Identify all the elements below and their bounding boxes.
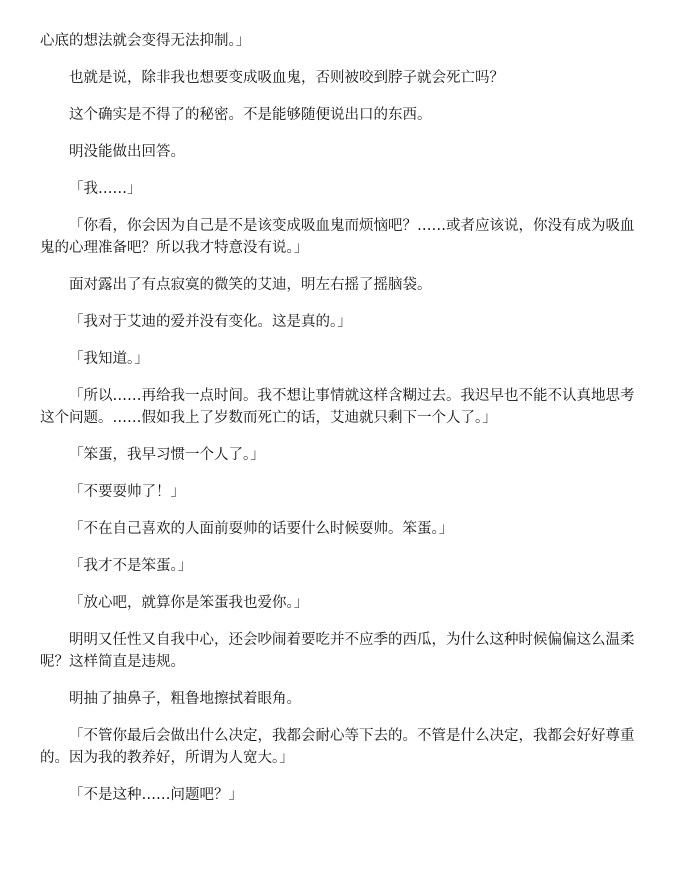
paragraph-6: 「你看，你会因为自己是不是该变成吸血鬼而烦恼吧？……或者应该说，你没有成为吸血鬼的心理准备吧？所以我才特意没有说。」 bbox=[40, 218, 635, 256]
paragraph-14: 「我才不是笨蛋。」 bbox=[69, 558, 193, 574]
paragraph-10: 「所以……再给我一点时间。我不想让事情就这样含糊过去。我迟早也不能不认真地思考这个问题。……假如我上了岁数而死亡的话，艾迪就只剩下一个人了。」 bbox=[40, 388, 635, 426]
paragraph-3: 这个确实是不得了的秘密。不是能够随便说出口的东西。 bbox=[69, 107, 432, 123]
paragraph-16: 明明又任性又自我中心，还会吵闹着要吃并不应季的西瓜，为什么这种时候偏偏这么温柔呢？这样简直是违规。 bbox=[40, 632, 635, 670]
paragraph-19: 「不是这种……问题吧？」 bbox=[69, 787, 243, 803]
paragraph-17: 明抽了抽鼻子，粗鲁地擦拭着眼角。 bbox=[69, 691, 301, 707]
paragraph-1: 心底的想法就会变得无法抑制。」 bbox=[40, 33, 251, 49]
paragraph-7: 面对露出了有点寂寞的微笑的艾迪，明左右摇了摇脑袋。 bbox=[69, 277, 432, 293]
paragraph-2: 也就是说，除非我也想要变成吸血鬼，否则被咬到脖子就会死亡吗？ bbox=[69, 70, 504, 86]
paragraph-11: 「笨蛋，我早习惯一个人了。」 bbox=[69, 447, 265, 463]
paragraph-9: 「我知道。」 bbox=[69, 351, 149, 367]
paragraph-5: 「我……」 bbox=[69, 181, 142, 197]
paragraph-13: 「不在自己喜欢的人面前耍帅的话要什么时候耍帅。笨蛋。」 bbox=[69, 521, 454, 537]
paragraph-15: 「放心吧，就算你是笨蛋我也爱你。」 bbox=[69, 595, 309, 611]
paragraph-12: 「不要耍帅了！」 bbox=[69, 484, 185, 500]
paragraph-18: 「不管你最后会做出什么决定，我都会耐心等下去的。不管是什么决定，我都会好好尊重的。因为我的教养好，所谓为人宽大。」 bbox=[40, 728, 635, 766]
paragraph-8: 「我对于艾迪的爱并没有变化。这是真的。」 bbox=[69, 314, 352, 330]
paragraph-4: 明没能做出回答。 bbox=[69, 144, 185, 160]
